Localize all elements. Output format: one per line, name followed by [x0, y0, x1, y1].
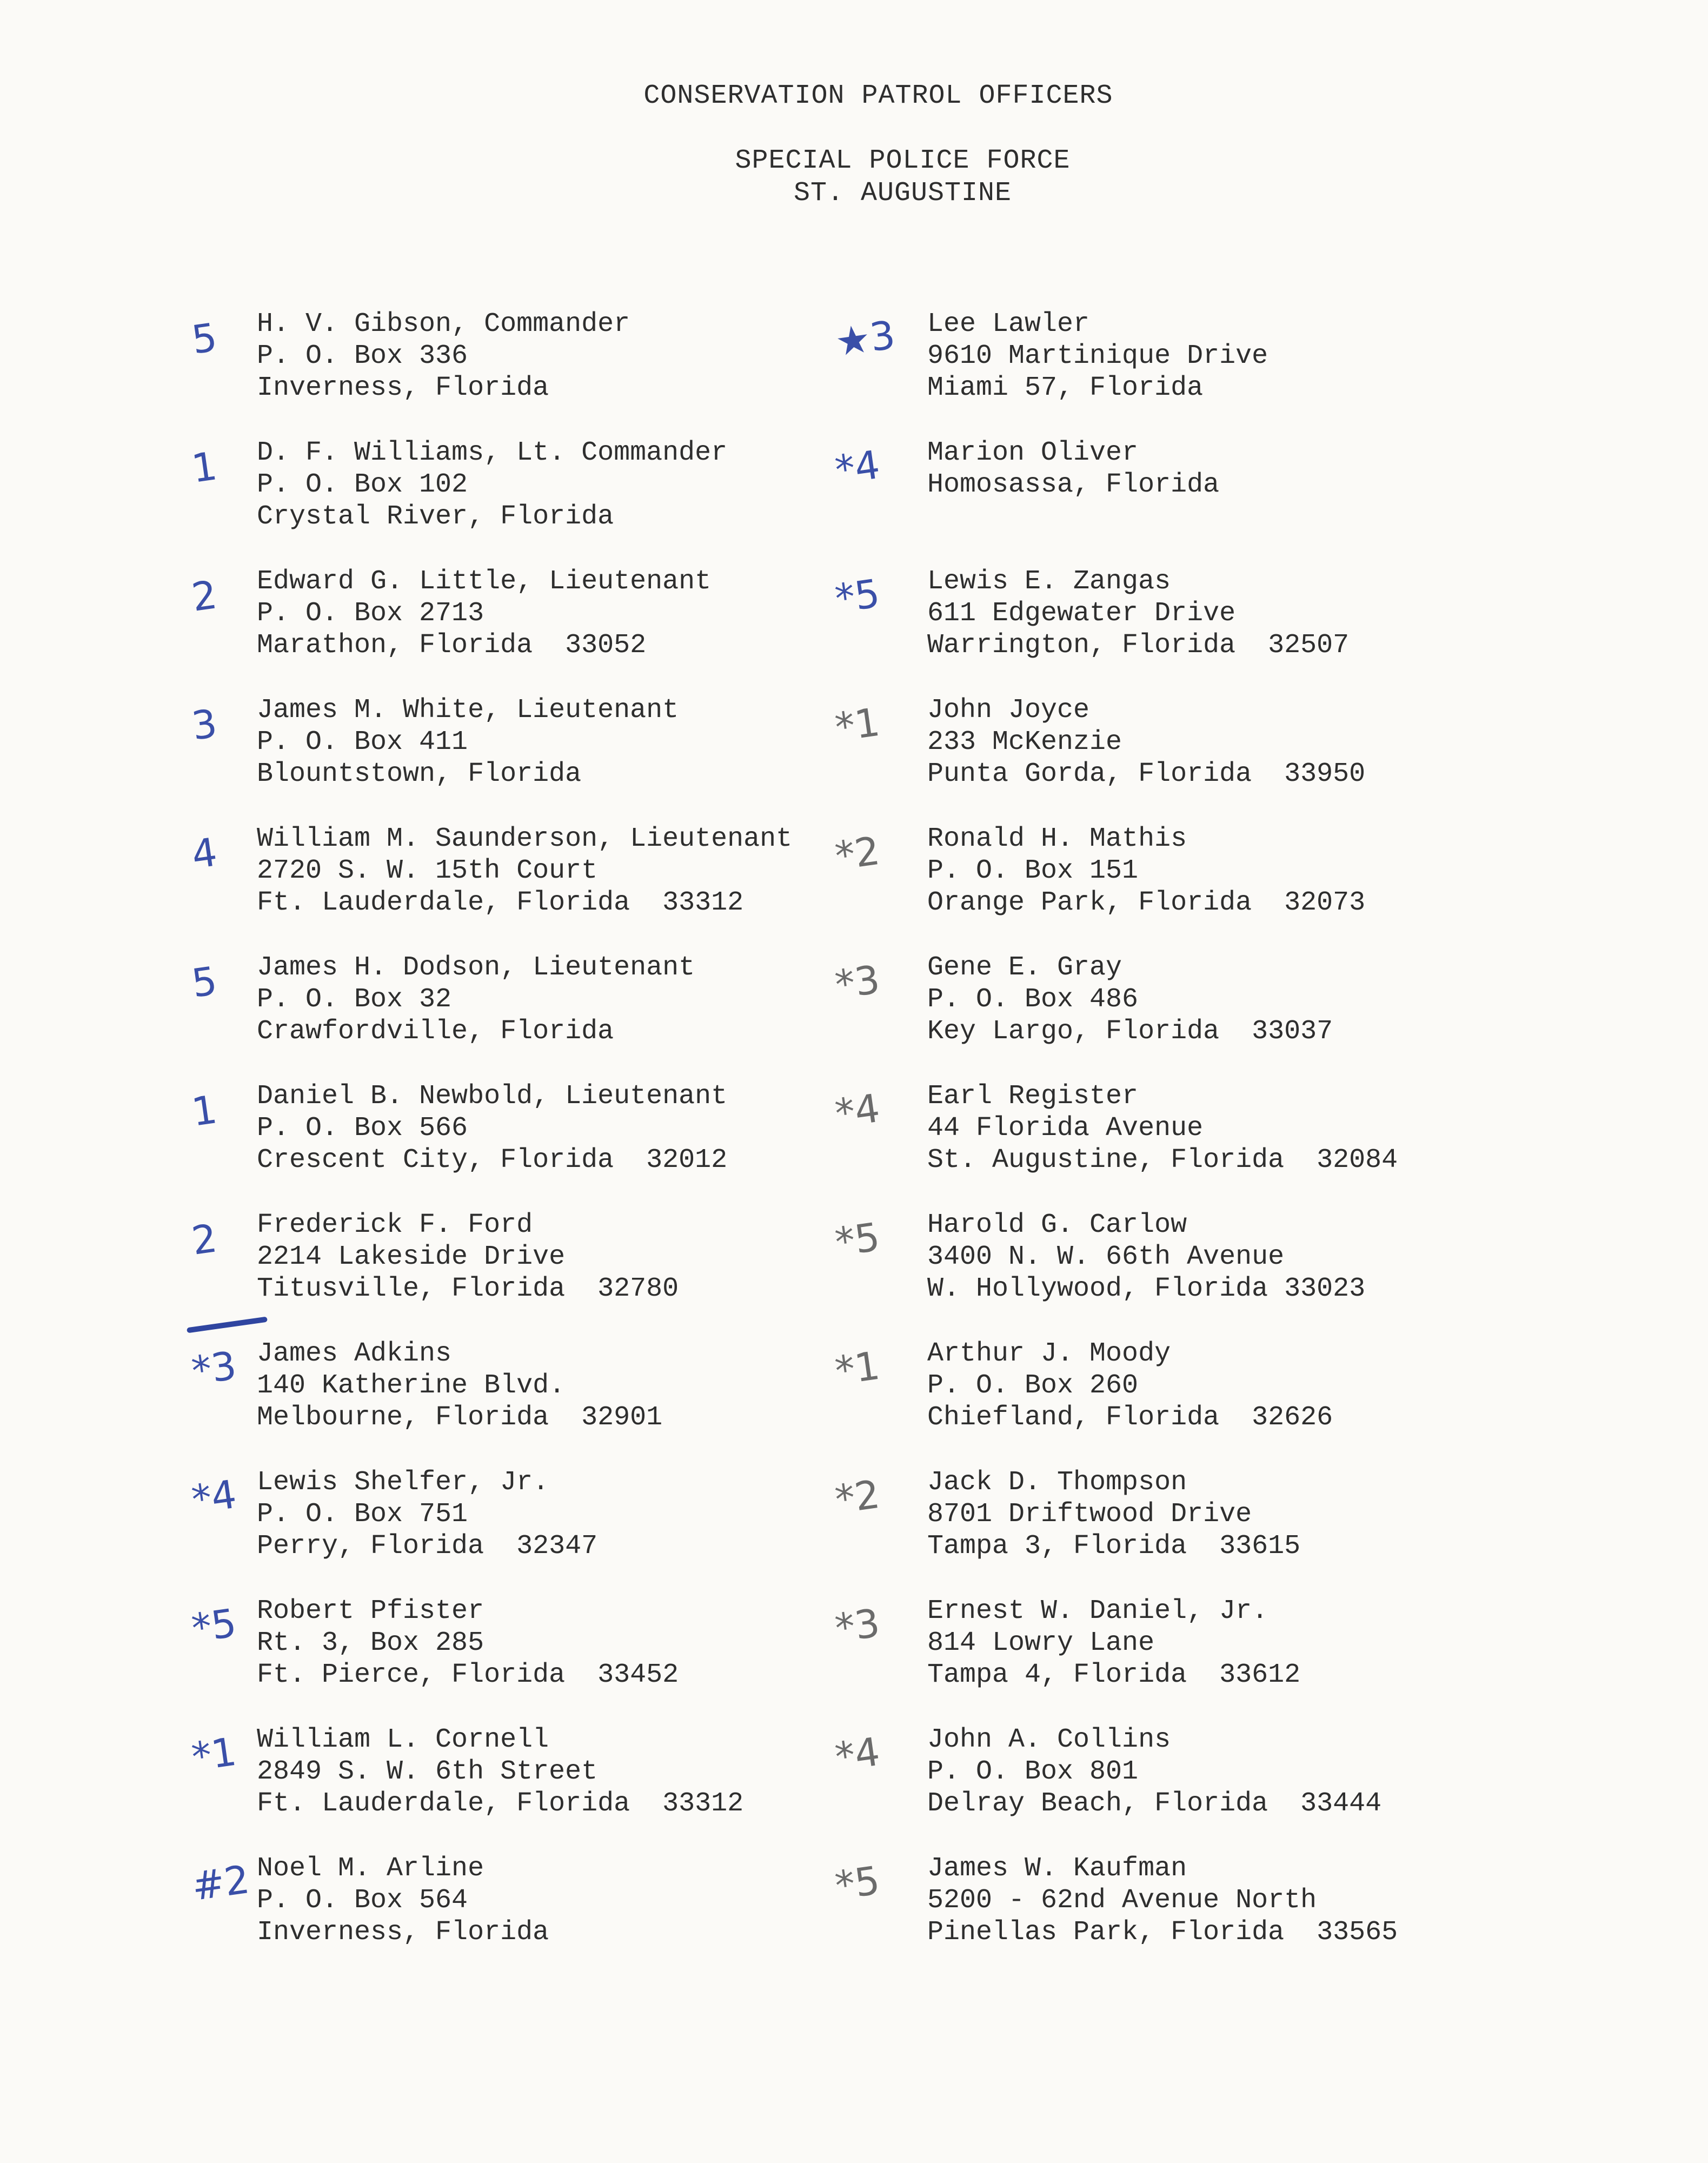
officer-name: James Adkins: [257, 1338, 452, 1369]
handwritten-mark: 1: [189, 1086, 220, 1135]
officer-address-line: Ft. Lauderdale, Florida 33312: [257, 1788, 744, 1819]
officer-address-line: 9610 Martinique Drive: [927, 341, 1268, 371]
officer-address-line: Tampa 3, Florida 33615: [927, 1531, 1301, 1562]
officer-address-line: Melbourne, Florida 32901: [257, 1402, 663, 1433]
officer-entry: [189, 1853, 852, 1981]
officer-address-line: Punta Gorda, Florida 33950: [927, 759, 1366, 789]
handwritten-mark: *1: [189, 1728, 240, 1780]
officer-name: Lee Lawler: [927, 309, 1090, 340]
handwritten-mark: 4: [189, 829, 220, 878]
officer-entry: [189, 1724, 852, 1853]
officer-address-line: St. Augustine, Florida 32084: [927, 1145, 1398, 1176]
officer-address-line: Tampa 4, Florida 33612: [927, 1660, 1301, 1690]
officer-entry: [189, 1209, 852, 1338]
officer-list-left: [189, 308, 852, 1981]
officer-address-line: Inverness, Florida: [257, 373, 549, 403]
officer-entry: [189, 1080, 852, 1209]
handwritten-mark: 5: [189, 314, 220, 363]
officer-entry: [189, 566, 852, 694]
officer-address-line: P. O. Box 801: [927, 1756, 1139, 1787]
officer-address-line: 814 Lowry Lane: [927, 1628, 1155, 1658]
document-subtitle: SPECIAL POLICE FORCE: [735, 145, 1071, 176]
officer-address-line: P. O. Box 566: [257, 1113, 468, 1144]
officer-address-line: 8701 Driftwood Drive: [927, 1499, 1252, 1530]
officer-name: Daniel B. Newbold, Lieutenant: [257, 1081, 728, 1112]
officer-address-line: P. O. Box 336: [257, 341, 468, 371]
handwritten-mark: *2: [832, 1471, 883, 1523]
officer-address-line: 3400 N. W. 66th Avenue: [927, 1242, 1285, 1272]
officer-address-line: 2849 S. W. 6th Street: [257, 1756, 598, 1787]
officer-address-line: Miami 57, Florida: [927, 373, 1204, 403]
officer-address-line: Blountstown, Florida: [257, 759, 582, 789]
officer-address-line: 2720 S. W. 15th Court: [257, 855, 598, 886]
officer-name: William M. Saunderson, Lieutenant: [257, 824, 793, 854]
officer-address-line: Delray Beach, Florida 33444: [927, 1788, 1382, 1819]
officer-address-line: Orange Park, Florida 32073: [927, 887, 1366, 918]
handwritten-mark: 5: [189, 958, 220, 1006]
officer-entry: [832, 823, 1522, 952]
officer-entry: [832, 1209, 1522, 1338]
handwritten-mark: 2: [189, 572, 220, 620]
handwritten-mark: *4: [832, 441, 883, 493]
document-title: CONSERVATION PATROL OFFICERS: [643, 81, 1113, 111]
officer-name: Marion Oliver: [927, 437, 1139, 468]
officer-address-line: 44 Florida Avenue: [927, 1113, 1204, 1144]
officer-name: Lewis Shelfer, Jr.: [257, 1467, 549, 1498]
officer-name: Gene E. Gray: [927, 952, 1122, 983]
officer-address-line: P. O. Box 2713: [257, 598, 484, 629]
officer-address-line: Warrington, Florida 32507: [927, 630, 1350, 661]
officer-name: William L. Cornell: [257, 1724, 549, 1755]
handwritten-mark: *5: [832, 1213, 883, 1265]
handwritten-mark: *3: [832, 956, 883, 1008]
officer-address-line: Marathon, Florida 33052: [257, 630, 647, 661]
handwritten-mark: 3: [189, 700, 220, 749]
officer-address-line: Crystal River, Florida: [257, 501, 614, 532]
officer-name: H. V. Gibson, Commander: [257, 309, 630, 340]
officer-entry: [832, 1853, 1522, 1981]
officer-name: Robert Pfister: [257, 1596, 484, 1627]
officer-entry: [832, 437, 1522, 566]
officer-name: James W. Kaufman: [927, 1853, 1187, 1884]
officer-address-line: 233 McKenzie: [927, 727, 1122, 758]
officer-name: Arthur J. Moody: [927, 1338, 1171, 1369]
officer-address-line: P. O. Box 102: [257, 469, 468, 500]
officer-name: Lewis E. Zangas: [927, 566, 1171, 597]
handwritten-mark: 2: [189, 1215, 220, 1264]
handwritten-mark: *4: [832, 1085, 883, 1137]
officer-address-line: Rt. 3, Box 285: [257, 1628, 484, 1658]
officer-entry: [832, 1724, 1522, 1853]
officer-name: Harold G. Carlow: [927, 1210, 1187, 1240]
officer-address-line: Titusville, Florida 32780: [257, 1273, 679, 1304]
officer-address-line: P. O. Box 260: [927, 1370, 1139, 1401]
officer-name: D. F. Williams, Lt. Commander: [257, 437, 728, 468]
officer-entry: [189, 823, 852, 952]
officer-entry: [189, 1467, 852, 1595]
officer-address-line: 5200 - 62nd Avenue North: [927, 1885, 1317, 1916]
officer-name: James H. Dodson, Lieutenant: [257, 952, 695, 983]
officer-address-line: Ft. Pierce, Florida 33452: [257, 1660, 679, 1690]
handwritten-mark: #2: [189, 1856, 252, 1909]
officer-entry: [832, 566, 1522, 694]
handwritten-mark: *5: [832, 1857, 883, 1909]
officer-entry: [832, 1467, 1522, 1595]
officer-address-line: P. O. Box 411: [257, 727, 468, 758]
officer-address-line: Homosassa, Florida: [927, 469, 1220, 500]
officer-entry: [832, 952, 1522, 1080]
officer-entry: [189, 308, 852, 437]
officer-name: John A. Collins: [927, 1724, 1171, 1755]
officer-entry: [189, 437, 852, 566]
officer-address-line: Perry, Florida 32347: [257, 1531, 598, 1562]
officer-address-line: W. Hollywood, Florida 33023: [927, 1273, 1366, 1304]
pen-strike-mark: [187, 1317, 268, 1333]
officer-address-line: Key Largo, Florida 33037: [927, 1016, 1333, 1047]
handwritten-mark: *4: [189, 1471, 240, 1523]
handwritten-mark: *1: [832, 699, 883, 751]
handwritten-mark: *1: [832, 1342, 883, 1394]
handwritten-mark: *2: [832, 827, 883, 879]
officer-entry: [832, 1338, 1522, 1467]
officer-entry: [189, 952, 852, 1080]
handwritten-mark: *3: [189, 1342, 240, 1394]
officer-address-line: 611 Edgewater Drive: [927, 598, 1236, 629]
officer-address-line: P. O. Box 751: [257, 1499, 468, 1530]
officer-name: Frederick F. Ford: [257, 1210, 533, 1240]
officer-address-line: Pinellas Park, Florida 33565: [927, 1917, 1398, 1948]
officer-name: Earl Register: [927, 1081, 1139, 1112]
handwritten-mark: *4: [832, 1728, 883, 1780]
handwritten-mark: ★3: [832, 311, 898, 366]
officer-name: John Joyce: [927, 695, 1090, 726]
document-location: ST. AUGUSTINE: [793, 178, 1012, 209]
handwritten-mark: *5: [189, 1600, 240, 1651]
officer-entry: [832, 1595, 1522, 1724]
handwritten-mark: 1: [189, 443, 220, 492]
officer-entry: [832, 694, 1522, 823]
officer-entry: [189, 1595, 852, 1724]
officer-address-line: P. O. Box 151: [927, 855, 1139, 886]
officer-name: Ronald H. Mathis: [927, 824, 1187, 854]
officer-address-line: 2214 Lakeside Drive: [257, 1242, 566, 1272]
officer-address-line: Ft. Lauderdale, Florida 33312: [257, 887, 744, 918]
officer-entry: [189, 694, 852, 823]
officer-address-line: Crescent City, Florida 32012: [257, 1145, 728, 1176]
officer-address-line: P. O. Box 32: [257, 984, 452, 1015]
officer-name: Ernest W. Daniel, Jr.: [927, 1596, 1268, 1627]
officer-address-line: P. O. Box 486: [927, 984, 1139, 1015]
officer-name: Noel M. Arline: [257, 1853, 484, 1884]
handwritten-mark: *3: [832, 1600, 883, 1651]
officer-address-line: Chiefland, Florida 32626: [927, 1402, 1333, 1433]
officer-entry: [189, 1338, 852, 1467]
handwritten-mark: *5: [832, 570, 883, 622]
officer-address-line: Crawfordville, Florida: [257, 1016, 614, 1047]
officer-name: Jack D. Thompson: [927, 1467, 1187, 1498]
officer-entry: [832, 1080, 1522, 1209]
officer-address-line: P. O. Box 564: [257, 1885, 468, 1916]
officer-address-line: 140 Katherine Blvd.: [257, 1370, 566, 1401]
officer-entry: [832, 308, 1522, 437]
officer-name: James M. White, Lieutenant: [257, 695, 679, 726]
officer-name: Edward G. Little, Lieutenant: [257, 566, 712, 597]
officer-list-right: [832, 308, 1522, 1981]
officer-address-line: Inverness, Florida: [257, 1917, 549, 1948]
